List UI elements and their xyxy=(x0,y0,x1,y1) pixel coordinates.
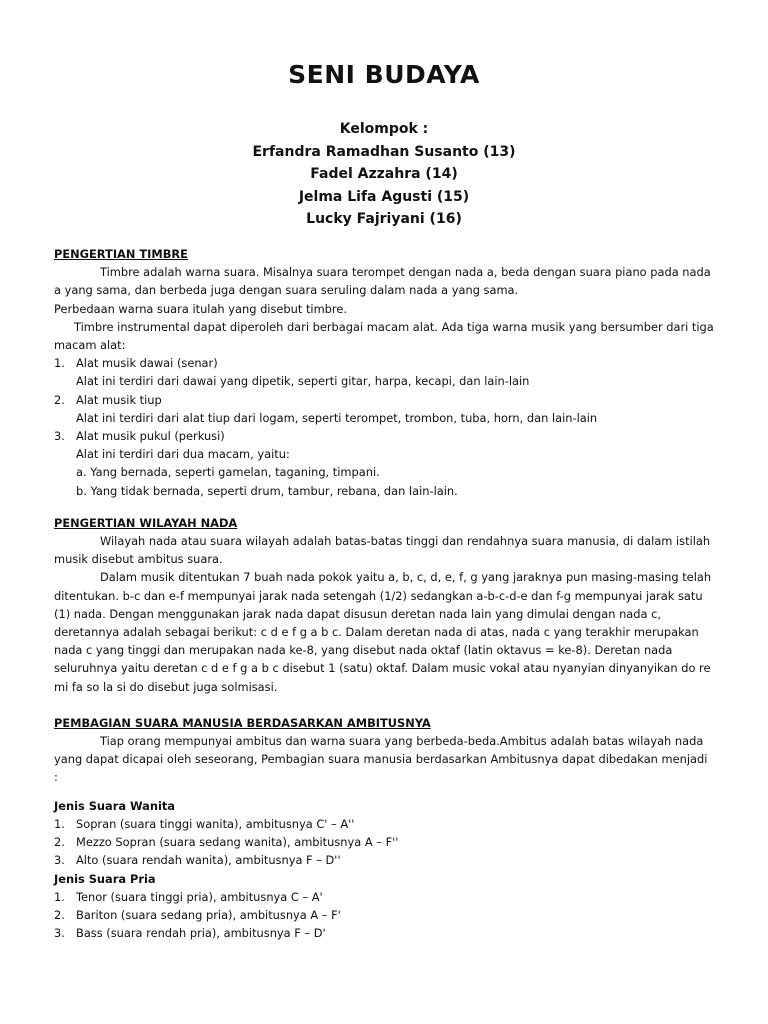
list-item-text: Tenor (suara tinggi pria), ambitusnya C – A' xyxy=(76,889,323,904)
group-label: Kelompok : xyxy=(339,121,429,137)
paragraph: Timbre instrumental dapat diperoleh dari berbagai macam alat. Ada tiga warna musik yang bersumber dari tiga macam alat: xyxy=(54,319,714,353)
voice-list-wanita xyxy=(54,815,714,870)
list-number: 3. xyxy=(54,926,65,941)
group-member: Lucky Fajriyani (16) xyxy=(306,211,462,227)
group-member: Fadel Azzahra (14) xyxy=(310,166,458,182)
sub-item: a. Yang bernada, seperti gamelan, taganing, timpani. xyxy=(76,465,380,480)
paragraph: Wilayah nada atau suara wilayah adalah batas-batas tinggi dan rendahnya suara manusia, di dalam istilah musik disebut ambitus suara. xyxy=(54,534,711,567)
group-block xyxy=(0,118,768,231)
list-item-label: Alat musik pukul (perkusi) xyxy=(76,429,225,444)
section-heading: PENGERTIAN WILAYAH NADA xyxy=(54,515,238,530)
list-item-text: Bariton (suara sedang pria), ambitusnya A – F' xyxy=(76,907,341,922)
page-title: SENI BUDAYA xyxy=(288,60,480,89)
list-number: 2. xyxy=(54,835,65,850)
paragraph: Tiap orang mempunyai ambitus dan warna suara yang berbeda-beda.Ambitus adalah batas wilayah nada yang dapat dicapai oleh seseorang, Pembagian suara manusia berdasarkan Ambitusnya dapat dibedakan menjadi : xyxy=(54,734,708,785)
list-number: 1. xyxy=(54,356,65,371)
list-item-label: Alat musik tiup xyxy=(76,392,162,407)
sub-item: b. Yang tidak bernada, seperti drum, tambur, rebana, dan lain-lain. xyxy=(76,483,458,498)
section-heading: PEMBAGIAN SUARA MANUSIA BERDASARKAN AMBITUSNYA xyxy=(54,715,431,730)
paragraph: Dalam musik ditentukan 7 buah nada pokok yaitu a, b, c, d, e, f, g yang jaraknya pun masing-masing telah ditentukan. b-c dan e-f mempunyai jarak nada setengah (1/2) sedangkan a-b-c-d-e dan f-g mempunyai jarak satu (1) nada. Dengan menggunakan jarak nada dapat disusun deretan nada lain yang dimulai dengan nada c, deretannya adalah sebagai berikut: c d e f g a b c. Dalam deretan nada di atas, nada c yang terakhir merupakan nada c yang tinggi dan merupakan nada ke-8, yang disebut nada oktaf (latin oktavus = ke-8). Deretan nada seluruhnya yaitu deretan c d e f g a b c disebut 1 (satu) oktaf. Dalam music vokal atau nyanyian dinyanyikan do re mi fa so la si do disebut juga solmisasi. xyxy=(54,570,712,694)
list-number: 2. xyxy=(54,392,65,407)
voice-list-pria xyxy=(54,888,714,943)
list-item-text: Alto (suara rendah wanita), ambitusnya F – D'' xyxy=(76,853,341,868)
list-number: 3. xyxy=(54,429,65,444)
list-number: 3. xyxy=(54,853,65,868)
list-item-desc: Alat ini terdiri dari alat tiup dari logam, seperti terompet, trombon, tuba, horn, dan lain-lain xyxy=(76,410,598,425)
instrument-list xyxy=(54,354,714,500)
document-body xyxy=(54,245,714,942)
list-item-desc: Alat ini terdiri dari dua macam, yaitu: xyxy=(76,447,290,462)
subheading-wanita: Jenis Suara Wanita xyxy=(54,798,175,813)
list-item xyxy=(54,391,714,427)
list-item xyxy=(54,427,714,500)
list-item xyxy=(54,888,714,906)
list-item-text: Mezzo Sopran (suara sedang wanita), ambitusnya A – F'' xyxy=(76,835,399,850)
section-pembagian-suara xyxy=(54,714,714,942)
section-timbre xyxy=(54,245,714,500)
group-member: Erfandra Ramadhan Susanto (13) xyxy=(252,143,516,160)
list-number: 2. xyxy=(54,907,65,922)
list-number: 1. xyxy=(54,816,65,831)
list-item-desc: Alat ini terdiri dari dawai yang dipetik, seperti gitar, harpa, kecapi, dan lain-lain xyxy=(76,374,530,389)
list-item xyxy=(54,833,714,851)
group-member: Jelma Lifa Agusti (15) xyxy=(298,188,470,205)
list-item xyxy=(54,924,714,942)
list-item-text: Sopran (suara tinggi wanita), ambitusnya C' – A'' xyxy=(76,816,355,831)
subheading-pria: Jenis Suara Pria xyxy=(54,871,156,886)
section-heading: PENGERTIAN TIMBRE xyxy=(54,247,188,261)
list-item-text: Bass (suara rendah pria), ambitusnya F – D' xyxy=(76,926,326,941)
list-item xyxy=(54,851,714,869)
list-item-label: Alat musik dawai (senar) xyxy=(76,356,218,371)
section-wilayah-nada xyxy=(54,514,714,696)
list-item xyxy=(54,354,714,390)
list-item xyxy=(54,815,714,833)
list-number: 1. xyxy=(54,889,65,904)
paragraph: Perbedaan warna suara itulah yang disebut timbre. xyxy=(54,301,347,316)
paragraph: Timbre adalah warna suara. Misalnya suara terompet dengan nada a, beda dengan suara piano pada nada a yang sama, dan berbeda juga dengan suara seruling dalam nada a yang sama. xyxy=(54,265,711,298)
list-item xyxy=(54,906,714,924)
